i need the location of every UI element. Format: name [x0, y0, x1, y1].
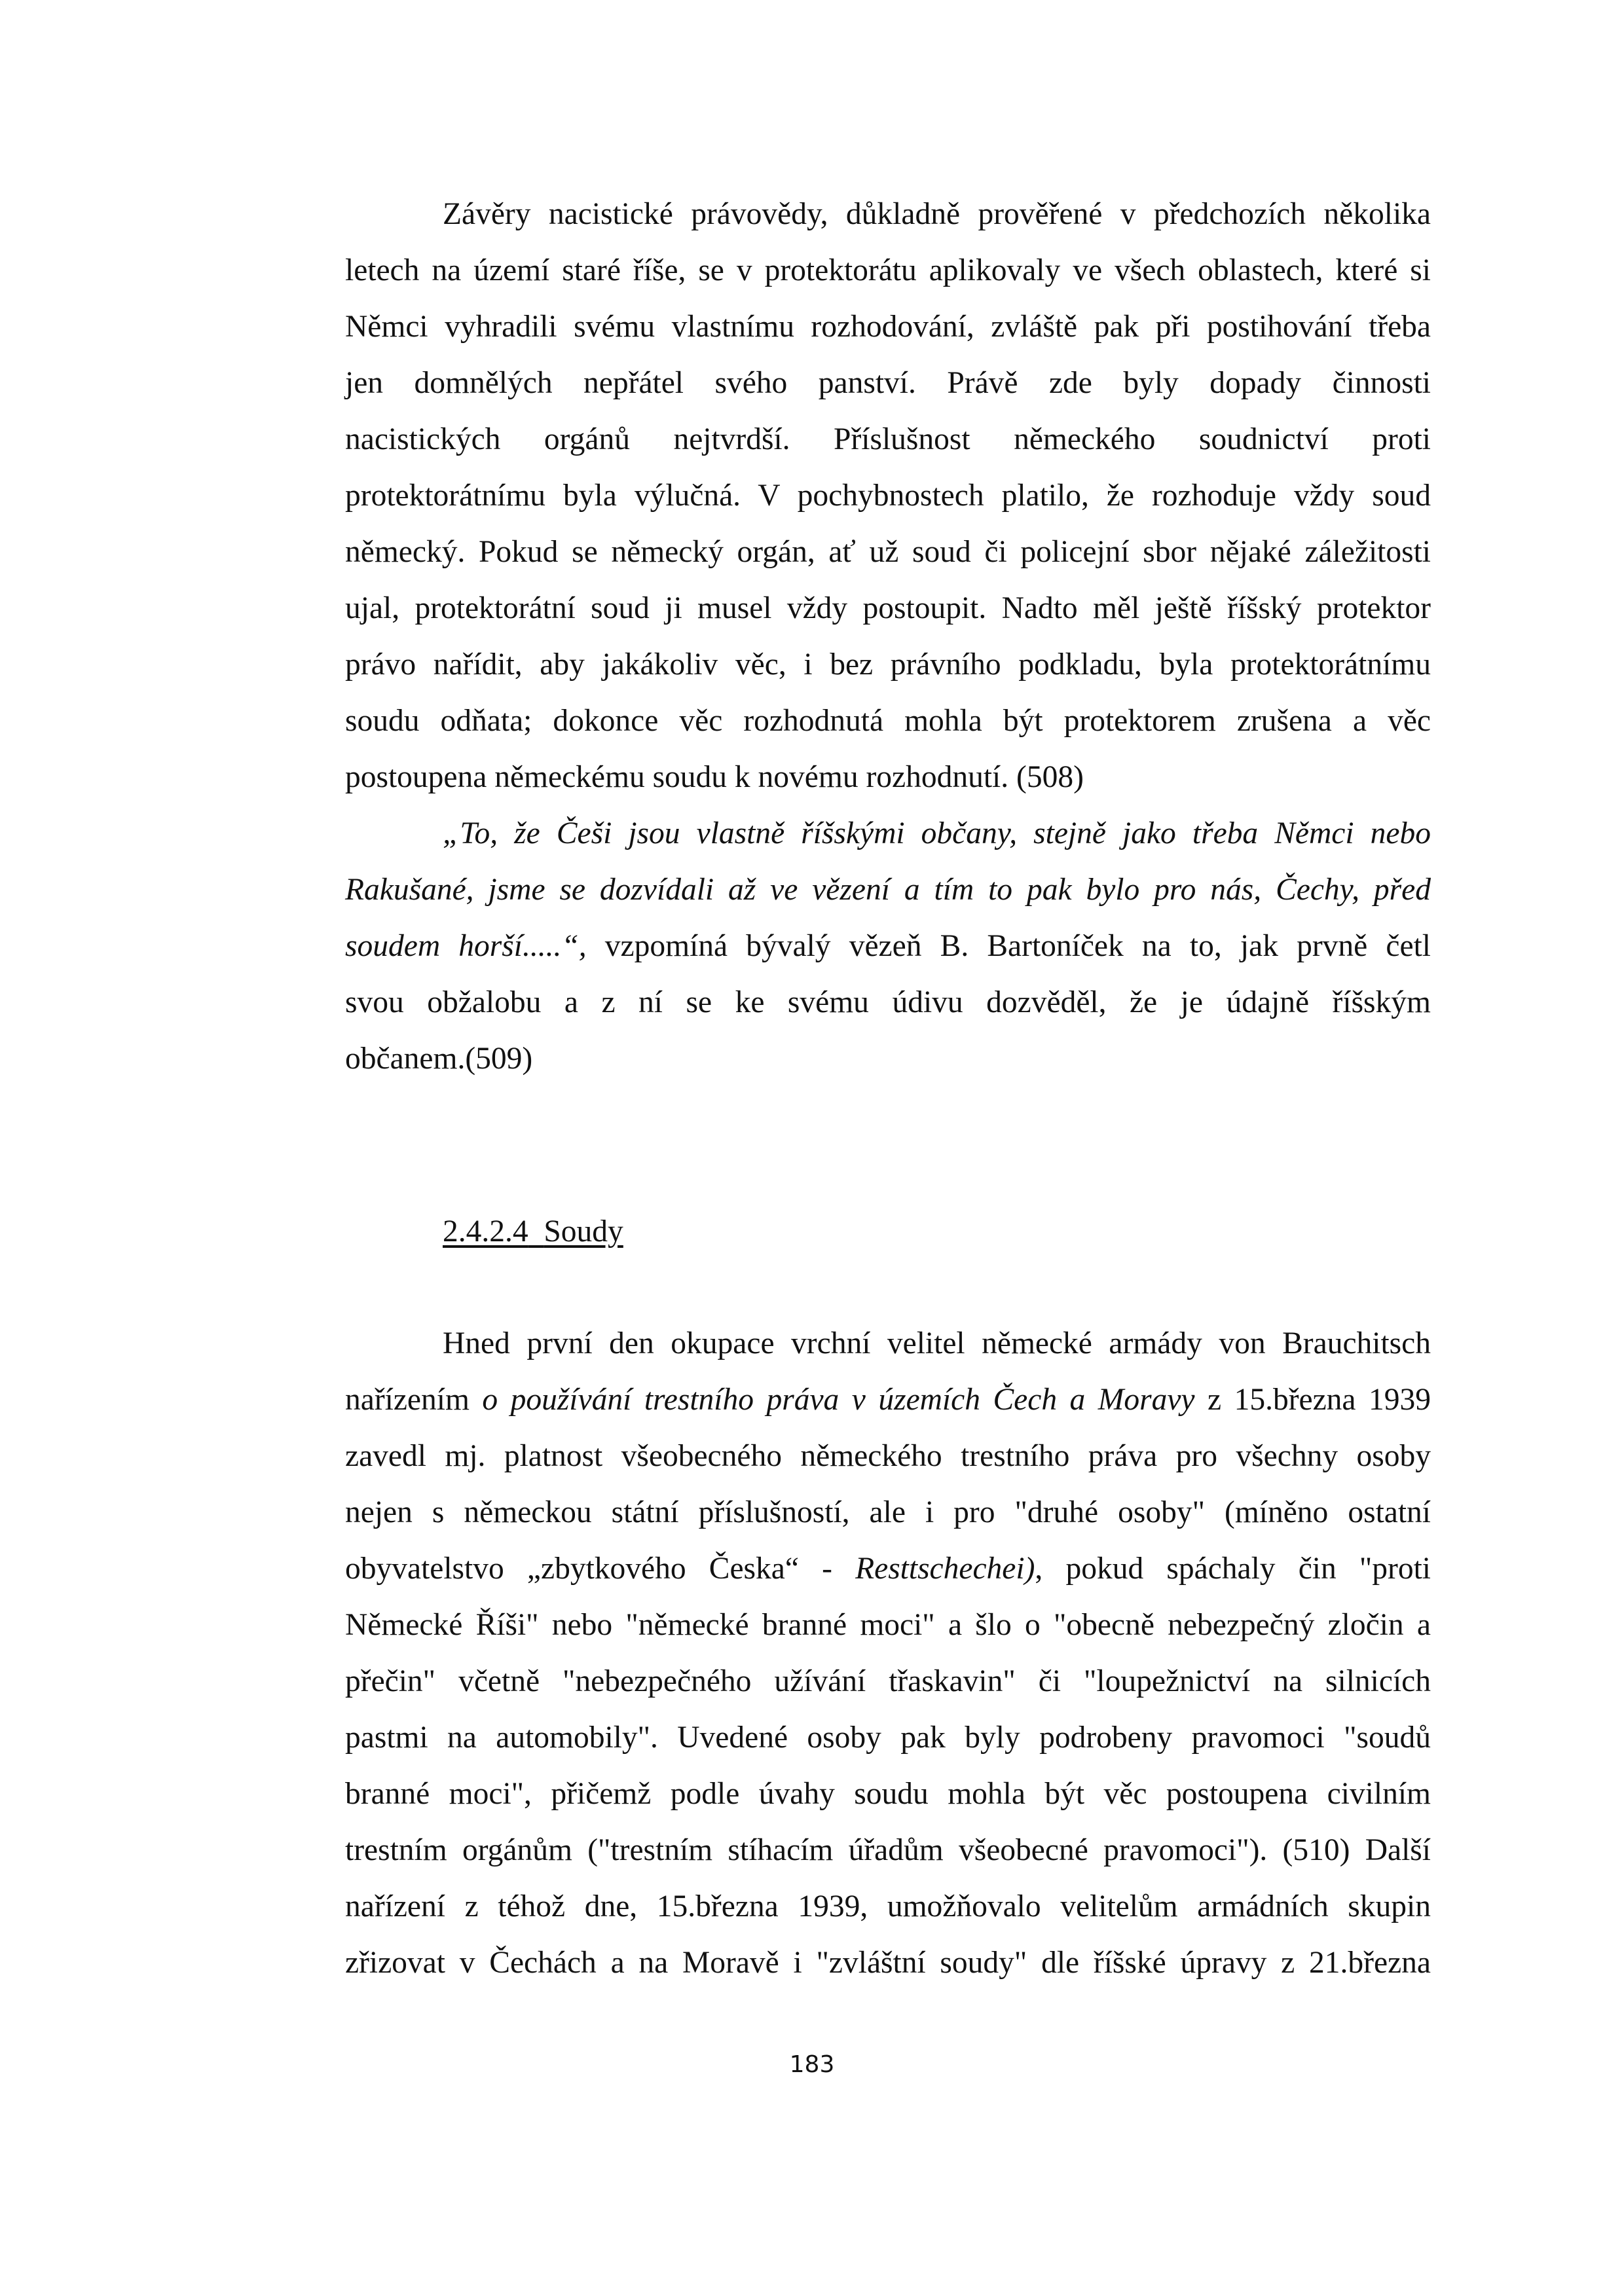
text-line: jen domnělých nepřátel svého panství. Právě zde byly dopady činnosti: [345, 366, 1431, 400]
text-line: právo nařídit, aby jakákoliv věc, i bez právního podkladu, byla protektorátnímu: [345, 647, 1431, 682]
page-number: 183: [789, 2051, 835, 2078]
text-run: z 15.března 1939: [1194, 1383, 1431, 1417]
text-line: občanem.(509): [345, 1042, 533, 1076]
text-run: nařízením: [345, 1383, 483, 1417]
text-line: soudu odňata; dokonce věc rozhodnutá mohla být protektorem zrušena a věc: [345, 704, 1431, 738]
quote-text: „To, že Češi jsou vlastně říšskými občany, stejně jako třeba Němci nebo: [443, 816, 1431, 850]
text-line: pastmi na automobily". Uvedené osoby pak byly podrobeny pravomoci "soudů: [345, 1721, 1431, 1755]
text-line: trestním orgánům ("trestním stíhacím úřadům všeobecné pravomoci"). (510) Další: [345, 1833, 1431, 1867]
text-line: Němci vyhradili svému vlastnímu rozhodování, zvláště pak při postihování třeba: [345, 310, 1431, 344]
text-line: Hned první den okupace vrchní velitel německé armády von Brauchitsch: [443, 1326, 1431, 1360]
text-line: ujal, protektorátní soud ji musel vždy postoupit. Nadto měl ještě říšský protektor: [345, 591, 1431, 625]
text-line: německý. Pokud se německý orgán, ať už soud či policejní sbor nějaké záležitosti: [345, 535, 1431, 569]
text-line: zavedl mj. platnost všeobecného německého trestního práva pro všechny osoby: [345, 1439, 1431, 1473]
paragraph-nazi-jurisprudence: [345, 186, 1431, 805]
paragraph-courts: [345, 1315, 1431, 1991]
text-line: svou obžalobu a z ní se ke svému údivu dozvěděl, že je údajně říšským: [345, 985, 1431, 1019]
text-line: branné moci", přičemž podle úvahy soudu mohla být věc postoupena civilním: [345, 1777, 1431, 1811]
quote-text: Rakušané, jsme se dozvídali až ve vězení a tím to pak bylo pro nás, Čechy, před: [345, 873, 1431, 907]
decree-title: o používání trestního práva v územích Čech a Moravy: [482, 1383, 1195, 1417]
text-line: Závěry nacistické právovědy, důkladně prověřené v předchozích několika: [443, 197, 1431, 231]
text-line: nejen s německou státní příslušností, ale i pro "druhé osoby" (míněno ostatní: [345, 1495, 1431, 1529]
narrative-text: vzpomíná bývalý vězeň B. Bartoníček na to, jak prvně četl: [586, 929, 1431, 963]
section-number: 2.4.2.4: [443, 1214, 528, 1248]
text-line: [345, 918, 1431, 974]
text-run: , pokud spáchaly čin "proti: [1035, 1552, 1431, 1586]
paragraph-quote-bartonicek: [345, 805, 1431, 1087]
section-heading: [443, 1203, 623, 1260]
text-line: nacistických orgánů nejtvrdší. Příslušnost německého soudnictví proti: [345, 422, 1431, 456]
german-term: Resttschechei): [855, 1552, 1035, 1586]
text-line: nařízení z téhož dne, 15.března 1939, umožňovalo velitelům armádních skupin: [345, 1889, 1431, 1923]
text-line: zřizovat v Čechách a na Moravě i "zvláštní soudy" dle říšské úpravy z 21.března: [345, 1946, 1431, 1980]
text-line: protektorátnímu byla výlučná. V pochybnostech platilo, že rozhoduje vždy soud: [345, 479, 1431, 513]
text-line: [345, 1372, 1431, 1428]
text-line: [345, 805, 1431, 862]
quote-text: soudem horší.....“,: [345, 929, 587, 963]
text-line: přečin" včetně "nebezpečného užívání třaskavin" či "loupežnictví na silnicích: [345, 1664, 1431, 1698]
text-line: letech na území staré říše, se v protektorátu aplikovaly ve všech oblastech, které si: [345, 253, 1431, 287]
text-line: postoupena německému soudu k novému rozhodnutí. (508): [345, 760, 1084, 794]
text-run: obyvatelstvo „zbytkového Česka“ -: [345, 1552, 856, 1586]
text-line: [345, 862, 1431, 918]
text-line: [345, 1540, 1431, 1597]
section-title: Soudy: [544, 1214, 623, 1248]
text-line: Německé Říši" nebo "německé branné moci" a šlo o "obecně nebezpečný zločin a: [345, 1608, 1431, 1642]
